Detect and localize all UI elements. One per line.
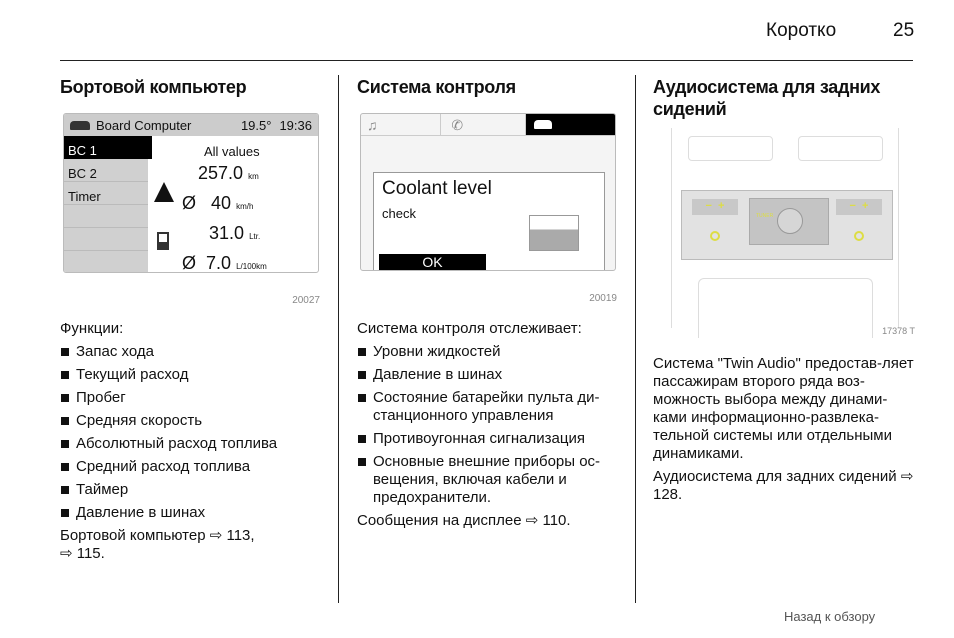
display-screen (63, 113, 319, 273)
intro: Система контроля отслеживает: (357, 320, 582, 337)
column-rear-audio (653, 76, 915, 509)
display-subtitle: All values (204, 144, 260, 159)
list-item: Таймер (60, 481, 322, 499)
audio-panel (681, 190, 893, 260)
page-reference[interactable]: Бортовой компьютер ⇨ 113, (60, 527, 255, 544)
message-title: Coolant level (382, 178, 492, 199)
menu-item-timer[interactable]: Timer (64, 182, 148, 205)
section-title: Коротко (766, 20, 837, 41)
list-item: Основные внешние приборы ос-вещения, включая кабели и предохранители. (357, 453, 619, 507)
volume-left-button[interactable]: − + (692, 199, 738, 215)
values (182, 160, 319, 273)
column-monitoring-system (357, 76, 619, 535)
list-item: Состояние батарейки пульта ди-станционного управления (357, 389, 619, 425)
display-screen (360, 113, 616, 271)
headphone-jack-icon (854, 231, 864, 241)
road-icon (154, 182, 174, 202)
volume-right-button[interactable]: − + (836, 199, 882, 215)
display-title: Board Computer (96, 117, 192, 133)
unit: L/100km (236, 262, 267, 271)
unit: km/h (236, 202, 254, 211)
menu-item-bc1[interactable]: BC 1 (64, 136, 152, 159)
function-list (60, 343, 322, 522)
list-item: Абсолютный расход топлива (60, 435, 322, 453)
rear-audio-figure (653, 128, 915, 343)
unit: km (248, 172, 259, 181)
menu-item-bc2[interactable]: BC 2 (64, 159, 148, 182)
heading: Система контроля (357, 77, 516, 97)
column-divider (635, 75, 636, 603)
message-box (373, 172, 605, 271)
figure-number: 20019 (589, 293, 617, 304)
car-icon (70, 121, 90, 130)
page-reference[interactable]: Сообщения на дисплее ⇨ 110. (357, 512, 571, 529)
monitoring-list (357, 343, 619, 507)
figure-number: 20027 (292, 295, 320, 306)
column-board-computer (60, 76, 322, 568)
avg-symbol: Ø (182, 253, 197, 273)
list-item: Текущий расход (60, 366, 322, 384)
phone-icon[interactable]: ✆ (441, 114, 525, 135)
header-rule (60, 60, 913, 61)
avg-symbol: Ø (182, 193, 197, 213)
car-icon[interactable] (526, 114, 615, 135)
list-item: Уровни жидкостей (357, 343, 619, 361)
control-cluster (749, 198, 829, 245)
heading: Бортовой компьютер (60, 77, 247, 97)
page-reference[interactable]: Аудиосистема для задних сидений ⇨ 128. (653, 468, 914, 503)
menu (64, 136, 148, 273)
figure-number: 17378 T (882, 326, 915, 336)
temperature: 19.5° (240, 117, 272, 133)
list-item: Пробег (60, 389, 322, 407)
message-sub: check (382, 206, 416, 221)
back-to-overview-link[interactable]: Назад к обзору (784, 609, 876, 624)
list-item: Давление в шинах (357, 366, 619, 384)
list-item: Средняя скорость (60, 412, 322, 430)
column-divider (338, 75, 339, 603)
music-note-icon[interactable]: ♫ (361, 114, 441, 135)
list-item: Давление в шинах (60, 504, 322, 522)
range-value: 257.0 (198, 163, 244, 183)
coolant-figure (357, 108, 617, 320)
consumption-value: 7.0 (206, 253, 232, 273)
heading: Аудиосистема для задних сидений (653, 77, 881, 119)
speed-value: 40 (211, 193, 232, 213)
board-computer-figure (60, 108, 320, 320)
ok-button[interactable]: OK (379, 254, 486, 271)
clock: 19:36 (279, 117, 312, 133)
list-item: Запас хода (60, 343, 322, 361)
list-item: Средний расход топлива (60, 458, 322, 476)
fuel-pump-icon (157, 232, 169, 250)
coolant-tank-icon (529, 215, 579, 251)
list-item: Противоугонная сигнализация (357, 430, 619, 448)
intro: Функции: (60, 320, 124, 337)
unit: Ltr. (249, 232, 261, 241)
tuner-button[interactable]: TUNER (756, 213, 774, 219)
page-number: 25 (893, 20, 915, 41)
fuel-value: 31.0 (209, 223, 245, 243)
page-reference[interactable]: ⇨ 115. (60, 545, 105, 562)
headphone-jack-icon (710, 231, 720, 241)
description: Система "Twin Audio" предостав-ляет пассажирам второго ряда воз-можность выбора между динами-ками информационно-развлека-тельной системы или отдельными динамиками. (653, 355, 914, 462)
ok-knob[interactable] (777, 208, 803, 234)
display-header (64, 114, 318, 136)
